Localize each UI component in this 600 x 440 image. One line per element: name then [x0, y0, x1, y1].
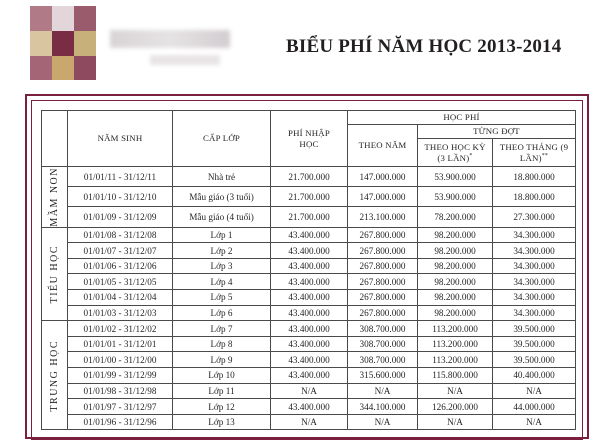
cell-theo-hoc-ky: N/A — [418, 383, 493, 399]
cell-theo-nam: 267.800.000 — [348, 290, 418, 306]
table-row — [42, 207, 576, 227]
cell-theo-nam: 308.700.000 — [348, 321, 418, 337]
cell-theo-thang: 39.500.000 — [493, 321, 576, 337]
cell-theo-nam: 267.800.000 — [348, 227, 418, 243]
cell-phi-nhap-hoc: 43.400.000 — [271, 243, 348, 259]
cell-theo-nam: 344.100.000 — [348, 399, 418, 415]
cell-theo-hoc-ky: 98.200.000 — [418, 227, 493, 243]
cell-cap-lop: Lớp 8 — [173, 336, 271, 352]
cell-theo-nam: 213.100.000 — [348, 207, 418, 227]
cell-nam-sinh: 01/01/09 - 31/12/09 — [68, 207, 173, 227]
group-label-cell — [42, 167, 68, 228]
group-label-cell — [42, 227, 68, 321]
group-label: TRUNG HỌC — [49, 339, 60, 412]
cell-theo-hoc-ky: 113.200.000 — [418, 352, 493, 368]
cell-theo-thang: 40.400.000 — [493, 368, 576, 384]
cell-theo-hoc-ky: 98.200.000 — [418, 305, 493, 321]
cell-cap-lop: Lớp 6 — [173, 305, 271, 321]
table-row — [42, 243, 576, 259]
cell-phi-nhap-hoc: 43.400.000 — [271, 336, 348, 352]
cell-cap-lop: Lớp 10 — [173, 368, 271, 384]
table-row — [42, 227, 576, 243]
cell-phi-nhap-hoc: 21.700.000 — [271, 207, 348, 227]
cell-nam-sinh: 01/01/98 - 31/12/98 — [68, 383, 173, 399]
cell-nam-sinh: 01/01/99 - 31/12/99 — [68, 368, 173, 384]
cell-theo-thang: N/A — [493, 414, 576, 430]
cell-nam-sinh: 01/01/97 - 31/12/97 — [68, 399, 173, 415]
cell-theo-thang: 18.800.000 — [493, 187, 576, 207]
header-theo-nam: THEO NĂM — [348, 125, 418, 167]
cell-phi-nhap-hoc: 43.400.000 — [271, 274, 348, 290]
table-row — [42, 167, 576, 187]
cell-cap-lop: Lớp 2 — [173, 243, 271, 259]
school-subtitle-blurred — [150, 55, 220, 65]
cell-cap-lop: Lớp 4 — [173, 274, 271, 290]
cell-nam-sinh: 01/01/96 - 31/12/96 — [68, 414, 173, 430]
cell-theo-hoc-ky: 53.900.000 — [418, 187, 493, 207]
cell-theo-nam: 147.000.000 — [348, 167, 418, 187]
cell-phi-nhap-hoc: 43.400.000 — [271, 227, 348, 243]
cell-nam-sinh: 01/01/07 - 31/12/07 — [68, 243, 173, 259]
header-cap-lop: CẤP LỚP — [173, 111, 271, 167]
header-theo-thang — [493, 139, 576, 167]
table-row — [42, 258, 576, 274]
cell-theo-thang: 18.800.000 — [493, 167, 576, 187]
cell-theo-thang: 34.300.000 — [493, 227, 576, 243]
cell-phi-nhap-hoc: N/A — [271, 383, 348, 399]
cell-phi-nhap-hoc: 21.700.000 — [271, 187, 348, 207]
cell-theo-hoc-ky: 98.200.000 — [418, 243, 493, 259]
header-nam-sinh: NĂM SINH — [68, 111, 173, 167]
cell-cap-lop: Lớp 11 — [173, 383, 271, 399]
group-label: MẦM NON — [49, 167, 60, 227]
header-theo-thang-label: THEO THÁNG (9 LẦN) — [499, 142, 569, 163]
cell-theo-hoc-ky: 115.800.000 — [418, 368, 493, 384]
table-row — [42, 352, 576, 368]
cell-theo-nam: N/A — [348, 414, 418, 430]
table-row — [42, 290, 576, 306]
cell-theo-thang: 34.300.000 — [493, 258, 576, 274]
group-header-cell — [42, 111, 68, 167]
cell-theo-hoc-ky: 78.200.000 — [418, 207, 493, 227]
cell-nam-sinh: 01/01/00 - 31/12/00 — [68, 352, 173, 368]
table-row — [42, 414, 576, 430]
cell-phi-nhap-hoc: 43.400.000 — [271, 352, 348, 368]
cell-nam-sinh: 01/01/10 - 31/12/10 — [68, 187, 173, 207]
fee-table — [41, 110, 576, 430]
table-row — [42, 187, 576, 207]
cell-nam-sinh: 01/01/05 - 31/12/05 — [68, 274, 173, 290]
cell-cap-lop: Lớp 12 — [173, 399, 271, 415]
school-logo-blurred — [30, 6, 96, 80]
cell-cap-lop: Lớp 7 — [173, 321, 271, 337]
cell-cap-lop: Lớp 1 — [173, 227, 271, 243]
cell-phi-nhap-hoc: 43.400.000 — [271, 399, 348, 415]
cell-cap-lop: Lớp 3 — [173, 258, 271, 274]
cell-theo-nam: 308.700.000 — [348, 352, 418, 368]
cell-theo-hoc-ky: N/A — [418, 414, 493, 430]
cell-theo-hoc-ky: 53.900.000 — [418, 167, 493, 187]
header-phi-nhap-hoc: PHÍ NHẬP HỌC — [271, 111, 348, 167]
cell-theo-nam: N/A — [348, 383, 418, 399]
table-row — [42, 305, 576, 321]
cell-theo-nam: 267.800.000 — [348, 274, 418, 290]
table-row — [42, 274, 576, 290]
group-label: TIỂU HỌC — [49, 244, 60, 304]
cell-theo-thang: 34.300.000 — [493, 243, 576, 259]
table-row — [42, 383, 576, 399]
cell-theo-hoc-ky: 113.200.000 — [418, 321, 493, 337]
cell-theo-thang: 34.300.000 — [493, 274, 576, 290]
table-row — [42, 321, 576, 337]
header-theo-thang-mark: ** — [541, 152, 549, 159]
cell-theo-nam: 267.800.000 — [348, 258, 418, 274]
cell-theo-hoc-ky: 113.200.000 — [418, 336, 493, 352]
cell-nam-sinh: 01/01/02 - 31/12/02 — [68, 321, 173, 337]
cell-theo-thang: 34.300.000 — [493, 290, 576, 306]
cell-nam-sinh: 01/01/06 - 31/12/06 — [68, 258, 173, 274]
cell-nam-sinh: 01/01/08 - 31/12/08 — [68, 227, 173, 243]
school-name-blurred — [110, 30, 230, 48]
cell-theo-nam: 147.000.000 — [348, 187, 418, 207]
cell-theo-thang: N/A — [493, 383, 576, 399]
cell-theo-nam: 267.800.000 — [348, 305, 418, 321]
cell-phi-nhap-hoc: 43.400.000 — [271, 258, 348, 274]
group-label-cell — [42, 321, 68, 430]
cell-theo-nam: 267.800.000 — [348, 243, 418, 259]
table-row — [42, 336, 576, 352]
cell-theo-nam: 308.700.000 — [348, 336, 418, 352]
header-tung-dot: TỪNG ĐỢT — [418, 125, 576, 139]
cell-theo-thang: 27.300.000 — [493, 207, 576, 227]
table-row — [42, 368, 576, 384]
cell-cap-lop: Mẫu giáo (3 tuổi) — [173, 187, 271, 207]
header-hoc-phi: HỌC PHÍ — [348, 111, 576, 125]
header-theo-hoc-ky-label: THEO HỌC KỲ (3 LẦN) — [424, 142, 486, 163]
cell-phi-nhap-hoc: 43.400.000 — [271, 290, 348, 306]
cell-phi-nhap-hoc: 21.700.000 — [271, 167, 348, 187]
cell-cap-lop: Lớp 13 — [173, 414, 271, 430]
cell-nam-sinh: 01/01/01 - 31/12/01 — [68, 336, 173, 352]
cell-nam-sinh: 01/01/04 - 31/12/04 — [68, 290, 173, 306]
cell-cap-lop: Nhà trẻ — [173, 167, 271, 187]
cell-phi-nhap-hoc: 43.400.000 — [271, 305, 348, 321]
cell-theo-hoc-ky: 98.200.000 — [418, 258, 493, 274]
cell-theo-nam: 315.600.000 — [348, 368, 418, 384]
cell-nam-sinh: 01/01/03 - 31/12/03 — [68, 305, 173, 321]
cell-phi-nhap-hoc: N/A — [271, 414, 348, 430]
cell-theo-hoc-ky: 98.200.000 — [418, 274, 493, 290]
cell-phi-nhap-hoc: 43.400.000 — [271, 321, 348, 337]
cell-cap-lop: Mẫu giáo (4 tuổi) — [173, 207, 271, 227]
cell-theo-hoc-ky: 98.200.000 — [418, 290, 493, 306]
document-title: BIỂU PHÍ NĂM HỌC 2013-2014 — [286, 36, 562, 57]
cell-theo-thang: 39.500.000 — [493, 352, 576, 368]
cell-cap-lop: Lớp 9 — [173, 352, 271, 368]
cell-theo-thang: 44.000.000 — [493, 399, 576, 415]
header-theo-hoc-ky — [418, 139, 493, 167]
header-theo-hoc-ky-mark: * — [469, 152, 473, 159]
cell-nam-sinh: 01/01/11 - 31/12/11 — [68, 167, 173, 187]
cell-theo-thang: 39.500.000 — [493, 336, 576, 352]
cell-theo-hoc-ky: 126.200.000 — [418, 399, 493, 415]
table-row — [42, 399, 576, 415]
cell-theo-thang: 34.300.000 — [493, 305, 576, 321]
cell-cap-lop: Lớp 5 — [173, 290, 271, 306]
cell-phi-nhap-hoc: 43.400.000 — [271, 368, 348, 384]
